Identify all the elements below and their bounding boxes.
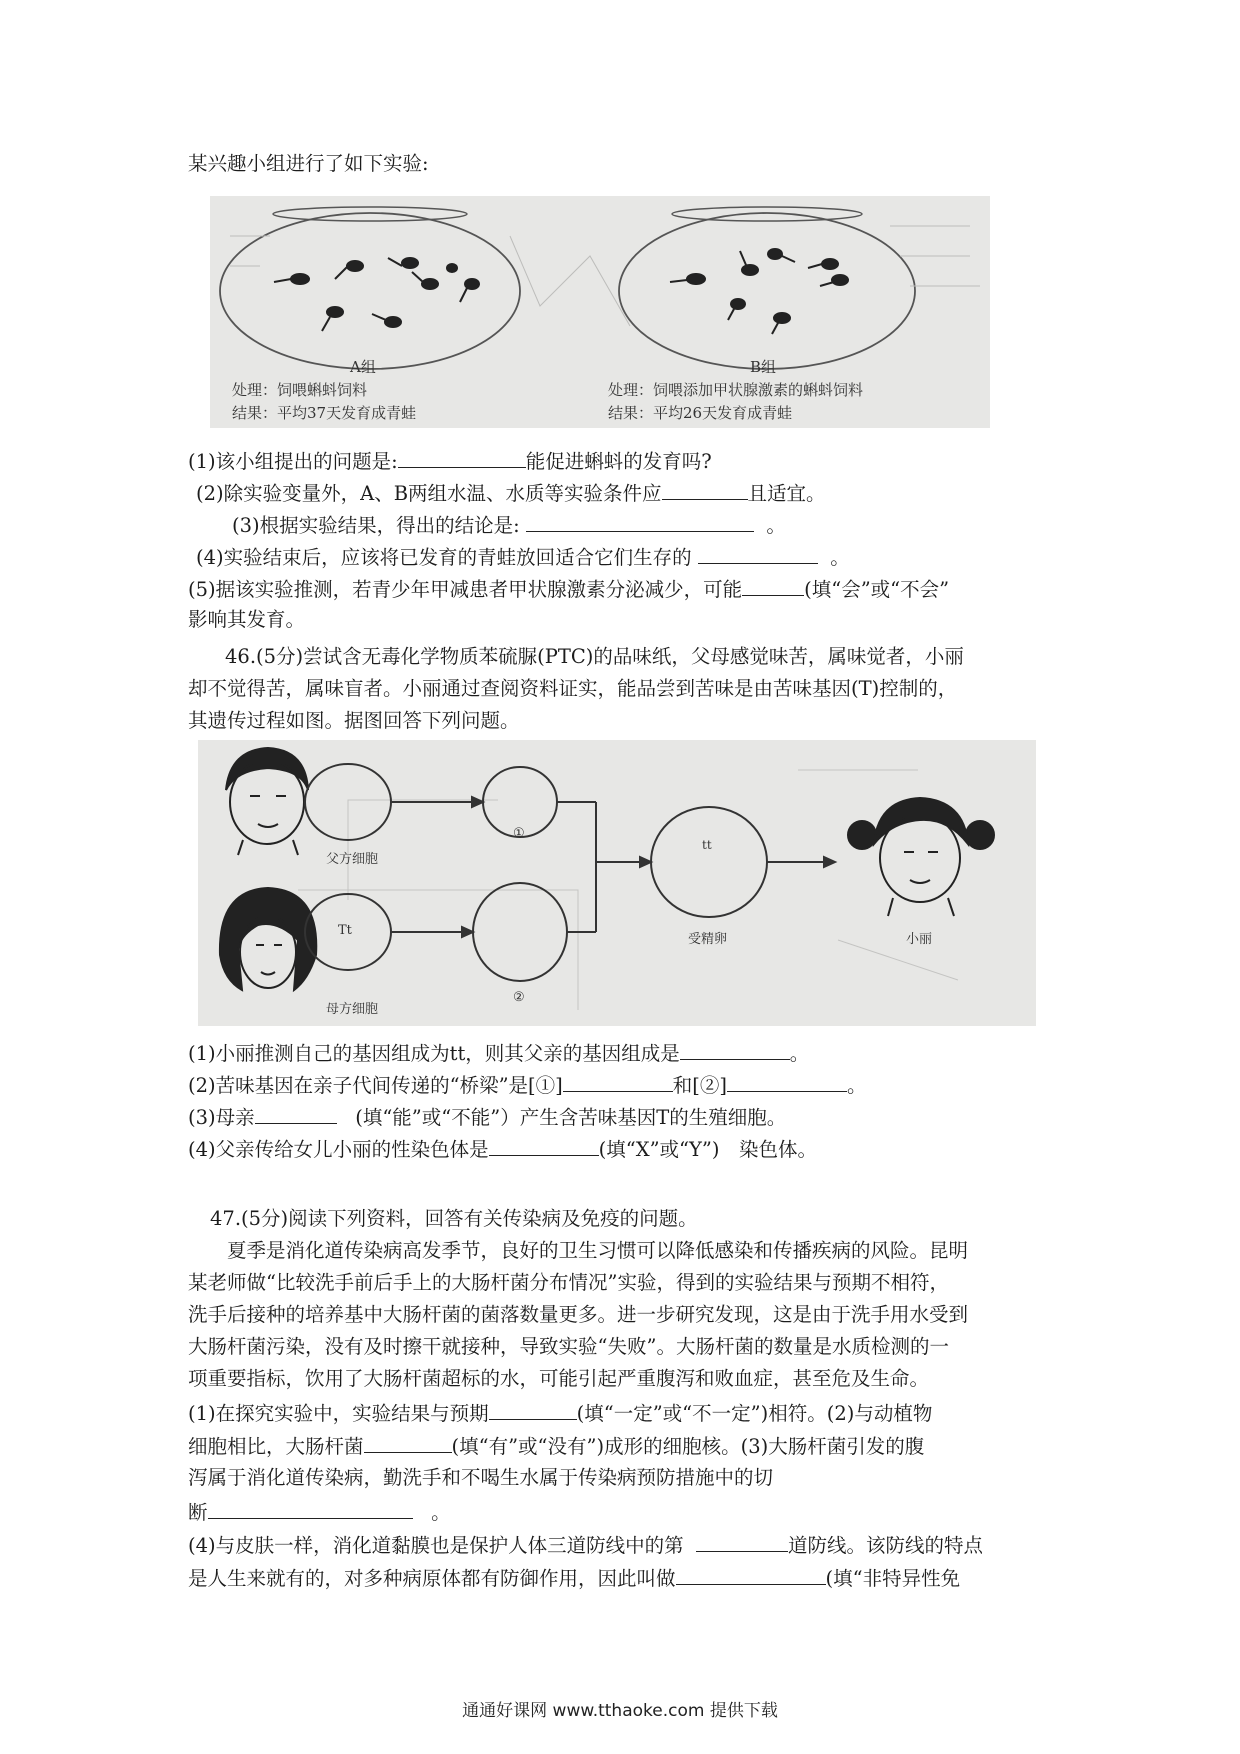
zygote-genotype-label: tt	[702, 838, 712, 852]
q47-item-1: (1)在探究实验中，实验结果与预期 (填“一定”或“不一定”)相符。(2)与动植物	[188, 1397, 932, 1429]
answer-blank[interactable]	[208, 1496, 413, 1519]
q45-item-3: (3)根据实验结果，得出的结论是: 。	[232, 509, 786, 541]
q47-title: 47.(5分)阅读下列资料，回答有关传染病及免疫的问题。	[210, 1207, 698, 1230]
q47-item-3-cont: 断 。	[188, 1496, 451, 1528]
q46-item-1: (1)小丽推测自己的基因组成为tt，则其父亲的基因组成是 。	[188, 1037, 809, 1069]
inheritance-diagram	[198, 740, 1036, 1026]
answer-blank[interactable]	[698, 541, 818, 564]
father-cell-label: 父方细胞	[326, 852, 379, 867]
q45-item-2: (2)除实验变量外，A、B两组水温、水质等实验条件应 且适宜。	[196, 477, 826, 509]
answer-blank[interactable]	[526, 509, 754, 532]
group-a-treatment: 处理：饲喂蝌蚪饲料	[232, 381, 368, 399]
group-b-label: B组	[750, 358, 777, 376]
inheritance-flow-illustration	[198, 740, 1036, 1026]
answer-blank[interactable]	[398, 445, 526, 468]
q47-paragraph-1: 夏季是消化道传染病高发季节，良好的卫生习惯可以降低感染和传播疾病的风险。昆明	[227, 1239, 969, 1262]
mother-cell-label: 母方细胞	[326, 1002, 379, 1017]
q45-item-5-cont: 影响其发育。	[188, 608, 306, 631]
tadpole-experiment-figure	[210, 196, 990, 428]
daughter-label: 小丽	[906, 932, 933, 947]
q46-item-2: (2)苦味基因在亲子代间传递的“桥梁”是[①] 和[②] 。	[188, 1069, 867, 1101]
marker-1: ①	[513, 826, 525, 841]
q46-paragraph-3: 其遗传过程如图。据图回答下列问题。	[188, 709, 520, 732]
answer-blank[interactable]	[727, 1069, 847, 1092]
answer-blank[interactable]	[676, 1562, 826, 1585]
daughter-icon	[848, 798, 994, 916]
q46-item-3: (3)母亲 (填“能”或“不能”）产生含苦味基因T的生殖细胞。	[188, 1101, 786, 1133]
q47-paragraph-5: 项重要指标，饮用了大肠杆菌超标的水，可能引起严重腹泻和败血症，甚至危及生命。	[188, 1367, 930, 1390]
marker-2: ②	[513, 990, 525, 1005]
q45-item-4: (4)实验结束后，应该将已发育的青蛙放回适合它们生存的 。	[196, 541, 850, 573]
group-a-label: A组	[350, 358, 376, 376]
q45-item-1: (1)该小组提出的问题是: 能促进蝌蚪的发育吗?	[188, 445, 712, 477]
q45-item-5: (5)据该实验推测，若青少年甲减患者甲状腺激素分泌减少，可能 (填“会”或“不会”	[188, 573, 949, 605]
answer-blank[interactable]	[563, 1069, 673, 1092]
q46-paragraph-1: 46.(5分)尝试含无毒化学物质苯硫脲(PTC)的品味纸，父母感觉味苦，属味觉者，小丽	[225, 645, 964, 668]
intro-text: 某兴趣小组进行了如下实验:	[188, 152, 429, 175]
group-b-treatment: 处理：饲喂添加甲状腺激素的蝌蚪饲料	[608, 381, 864, 399]
answer-blank[interactable]	[364, 1430, 452, 1453]
answer-blank[interactable]	[680, 1037, 790, 1060]
group-a-result: 结果：平均37天发育成青蛙	[232, 404, 417, 422]
answer-blank[interactable]	[742, 573, 804, 596]
q47-item-3: 泻属于消化道传染病，勤洗手和不喝生水属于传染病预防措施中的切	[188, 1466, 774, 1489]
answer-blank[interactable]	[662, 477, 748, 500]
q47-paragraph-3: 洗手后接种的培养基中大肠杆菌的菌落数量更多。进一步研究发现，这是由于洗手用水受到	[188, 1303, 969, 1326]
q46-item-4: (4)父亲传给女儿小丽的性染色体是 (填“X”或“Y”) 染色体。	[188, 1133, 817, 1165]
group-b-result: 结果：平均26天发育成青蛙	[608, 404, 793, 422]
q47-paragraph-4: 大肠杆菌污染，没有及时擦干就接种，导致实验“失败”。大肠杆菌的数量是水质检测的一	[188, 1335, 949, 1358]
answer-blank[interactable]	[255, 1101, 337, 1124]
mother-icon	[220, 888, 316, 990]
page-footer: 通通好课网 www.tthaoke.com 提供下载	[462, 1701, 778, 1721]
zygote-label: 受精卵	[688, 932, 728, 947]
answer-blank[interactable]	[489, 1397, 577, 1420]
q47-item-4: (4)与皮肤一样，消化道黏膜也是保护人体三道防线中的第 道防线。该防线的特点	[188, 1529, 983, 1561]
q47-item-4-cont: 是人生来就有的，对多种病原体都有防御作用，因此叫做 (填“非特异性免	[188, 1562, 960, 1594]
q46-paragraph-2: 却不觉得苦，属味盲者。小丽通过查阅资料证实，能品尝到苦味是由苦味基因(T)控制的，	[188, 677, 958, 700]
father-icon	[226, 748, 308, 855]
mother-genotype-label: Tt	[338, 923, 352, 938]
q47-paragraph-2: 某老师做“比较洗手前后手上的大肠杆菌分布情况”实验，得到的实验结果与预期不相符，	[188, 1271, 949, 1294]
answer-blank[interactable]	[489, 1133, 599, 1156]
q47-item-2: 细胞相比，大肠杆菌 (填“有”或“没有”)成形的细胞核。(3)大肠杆菌引发的腹	[188, 1430, 924, 1462]
answer-blank[interactable]	[696, 1529, 788, 1552]
